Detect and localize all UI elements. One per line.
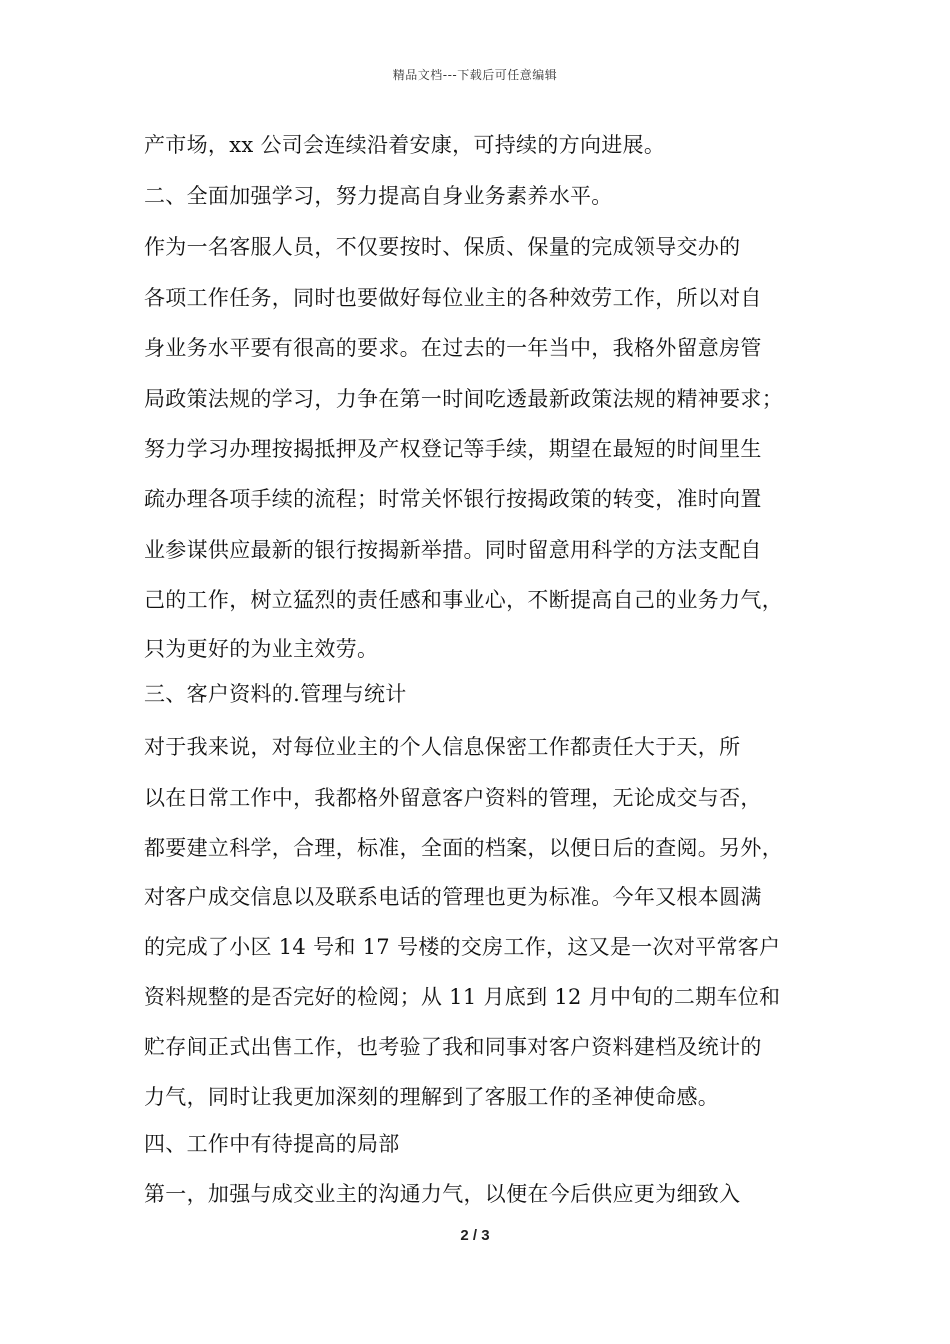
text-line: 对于我来说，对每位业主的个人信息保密工作都责任大于天，所: [144, 735, 741, 759]
text-line: 第一，加强与成交业主的沟通力气，以便在今后供应更为细致入: [144, 1182, 741, 1206]
section-heading: 三、客户资料的.管理与统计: [144, 682, 407, 706]
text-line: 资料规整的是否完好的检阅；从 11 月底到 12 月中旬的二期车位和: [144, 985, 781, 1009]
text-line: 业参谋供应最新的银行按揭新举措。同时留意用科学的方法支配自: [144, 538, 762, 562]
text-line: 的完成了小区 14 号和 17 号楼的交房工作，这又是一次对平常客户: [144, 935, 781, 959]
text-line: 都要建立科学，合理，标准，全面的档案，以便日后的查阅。另外，: [144, 836, 783, 860]
text-line: 身业务水平要有很高的要求。在过去的一年当中，我格外留意房管: [144, 336, 762, 360]
text-line: 力气，同时让我更加深刻的理解到了客服工作的圣神使命感。: [144, 1085, 720, 1109]
text-line: 局政策法规的学习，力争在第一时间吃透最新政策法规的精神要求；: [144, 387, 783, 411]
text-line: 只为更好的为业主效劳。: [144, 637, 379, 661]
section-heading: 二、全面加强学习，努力提高自身业务素养水平。: [144, 184, 613, 208]
text-line: 产市场，xx 公司会连续沿着安康，可持续的方向进展。: [144, 133, 666, 157]
text-line: 作为一名客服人员，不仅要按时、保质、保量的完成领导交办的: [144, 235, 741, 259]
text-line: 贮存间正式出售工作，也考验了我和同事对客户资料建档及统计的: [144, 1035, 762, 1059]
text-line: 己的工作，树立猛烈的责任感和事业心，不断提高自己的业务力气，: [144, 588, 783, 612]
section-heading: 四、工作中有待提高的局部: [144, 1132, 400, 1156]
text-line: 各项工作任务，同时也要做好每位业主的各种效劳工作，所以对自: [144, 286, 762, 310]
page-header: 精品文档---下载后可任意编辑: [392, 68, 558, 82]
text-line: 以在日常工作中，我都格外留意客户资料的管理，无论成交与否，: [144, 786, 762, 810]
text-line: 疏办理各项手续的流程；时常关怀银行按揭政策的转变，准时向置: [144, 487, 762, 511]
text-line: 努力学习办理按揭抵押及产权登记等手续，期望在最短的时间里生: [144, 437, 762, 461]
page-number: 2 / 3: [460, 1227, 490, 1244]
text-line: 对客户成交信息以及联系电话的管理也更为标准。今年又根本圆满: [144, 885, 762, 909]
